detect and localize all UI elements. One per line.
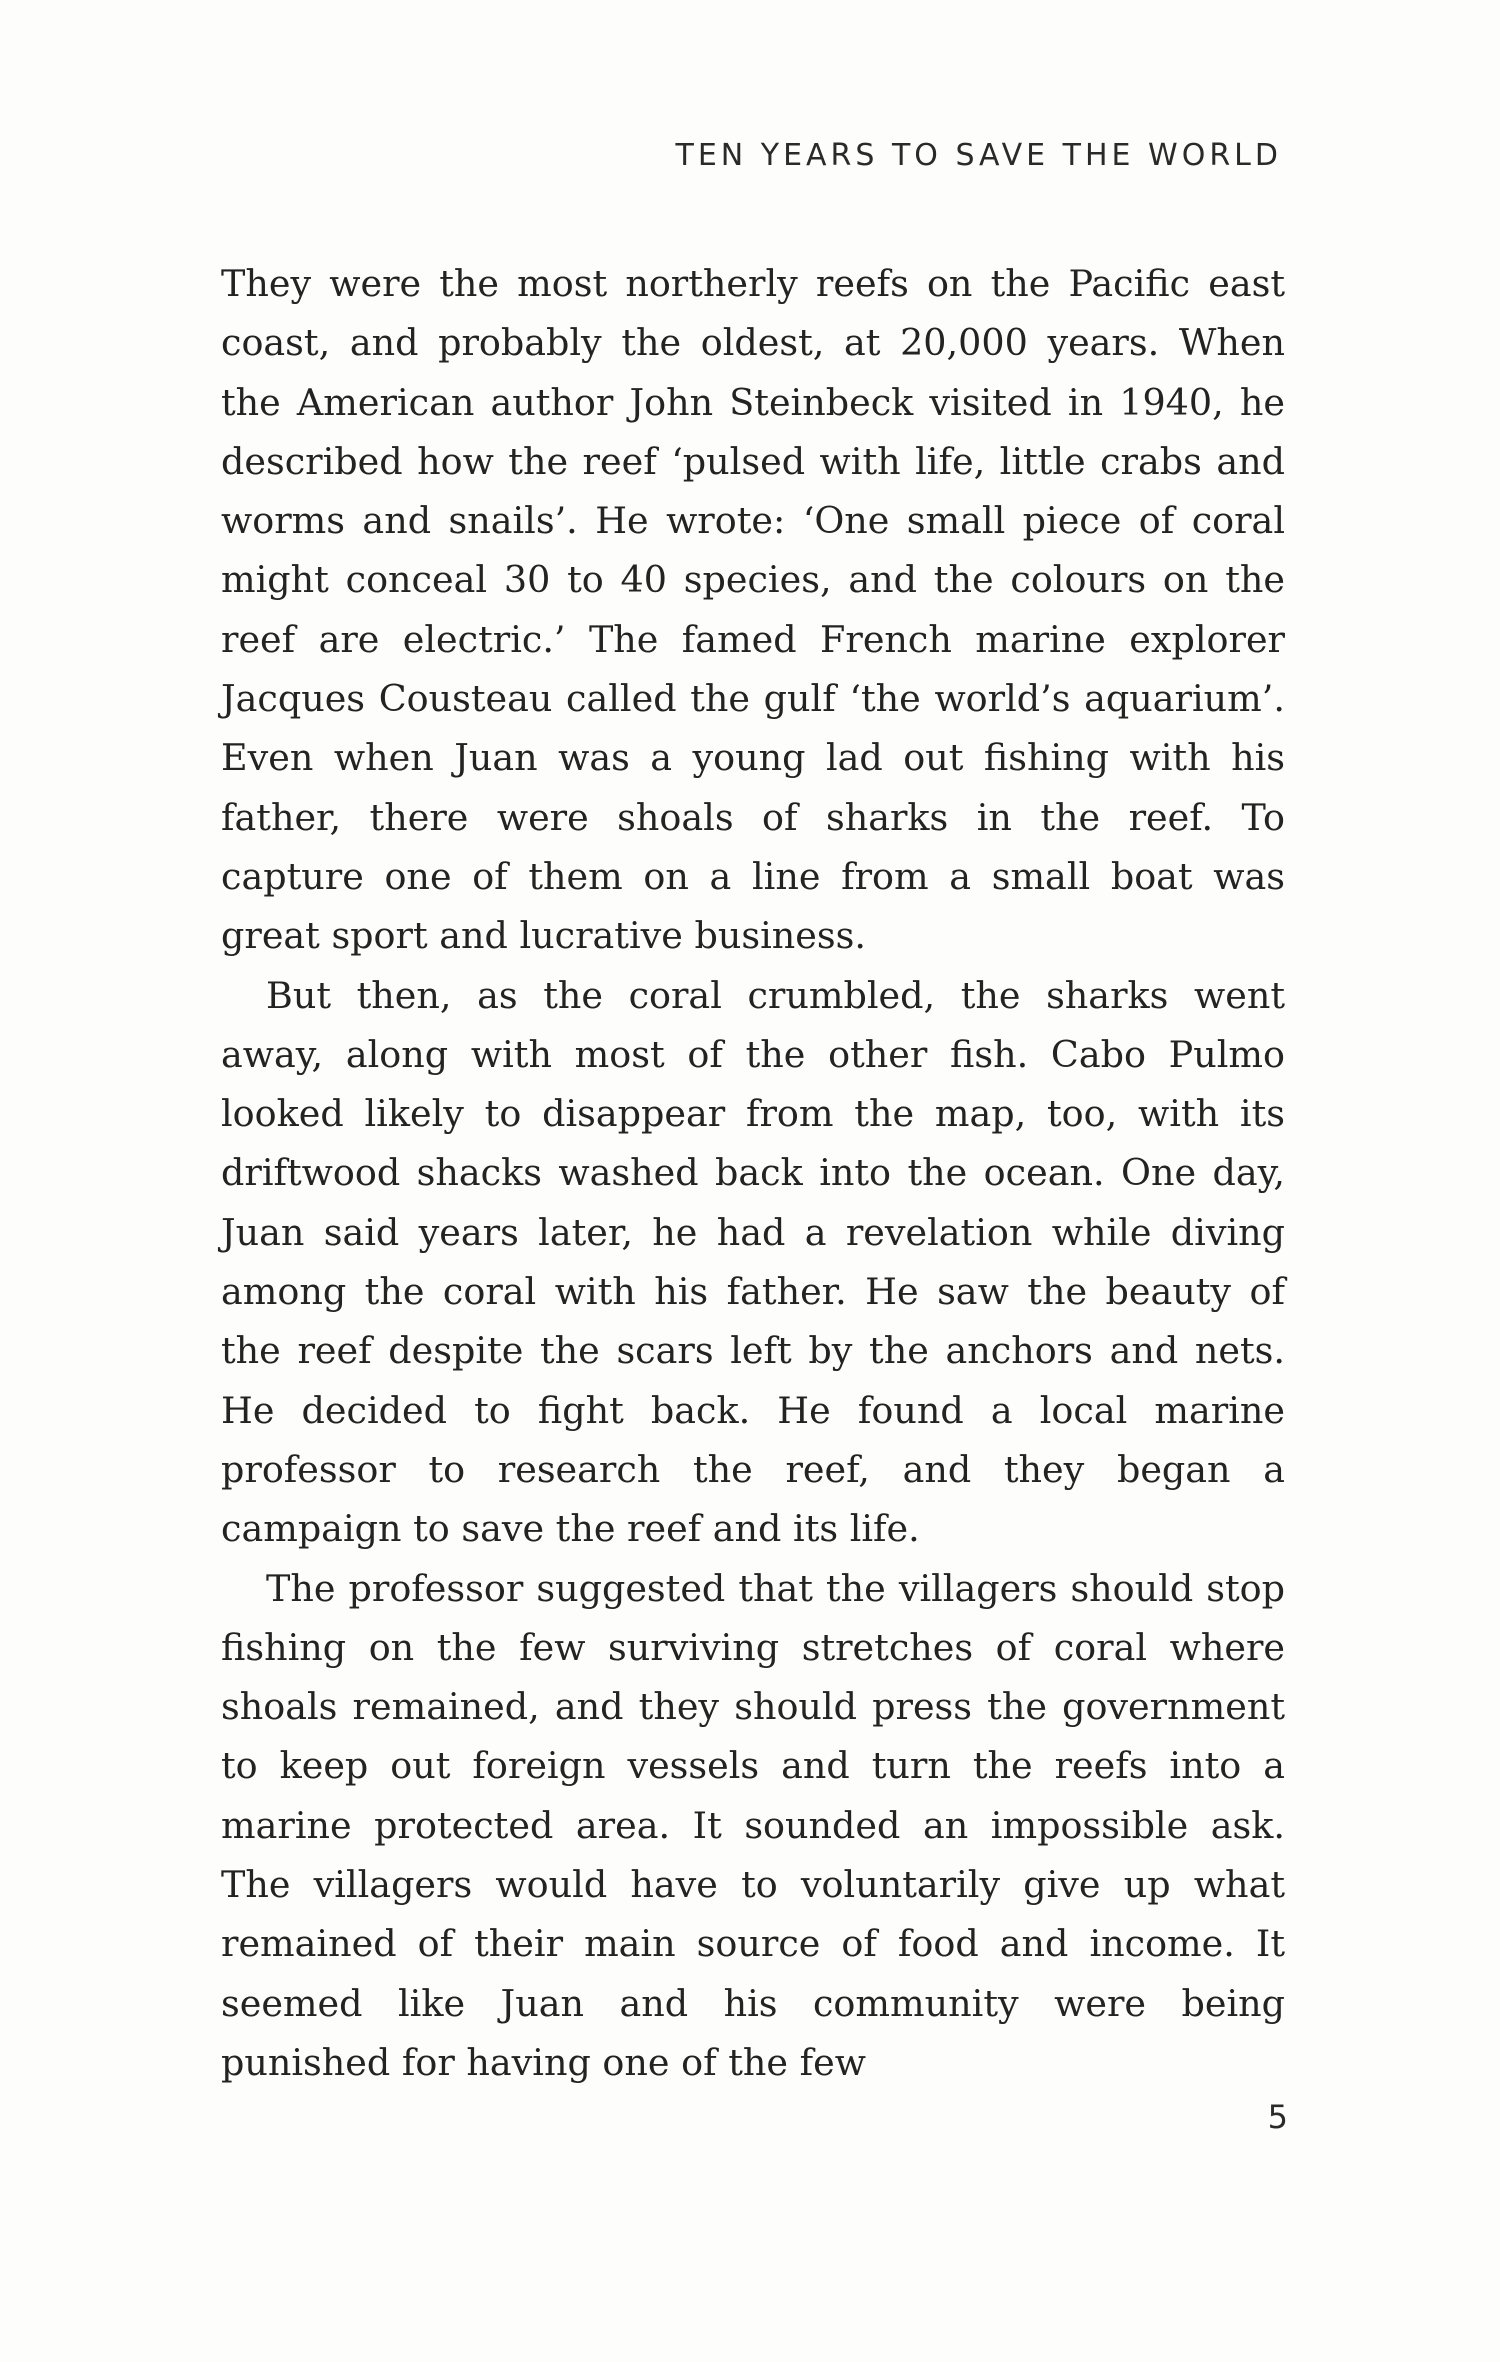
body-text [221, 254, 1285, 2092]
paragraph: They were the most northerly reefs on the Pacific east coast, and probably the oldest, at 20,000 years. When the American author John Steinbeck visited in 1940, he described how the reef ‘pulsed with life, little crabs and worms and snails’. He wrote: ‘One small piece of coral might conceal 30 to 40 species, and the colours on the reef are electric.’ The famed French marine explorer Jacques Cousteau called the gulf ‘the world’s aquarium’. Even when Juan was a young lad out fishing with his father, there were shoals of sharks in the reef. To capture one of them on a line from a small boat was great sport and lucrative business. [221, 262, 1285, 958]
paragraph: But then, as the coral crumbled, the sharks went away, along with most of the other fish. Cabo Pulmo looked likely to disappear from the map, too, with its driftwood shacks washed back into the ocean. One day, Juan said years later, he had a revelation while diving among the coral with his father. He saw the beauty of the reef despite the scars left by the anchors and nets. He decided to fight back. He found a local marine professor to research the reef, and they began a campaign to save the reef and its life. [221, 973, 1285, 1551]
running-head: TEN YEARS TO SAVE THE WORLD [675, 138, 1282, 173]
paragraph: The professor suggested that the villagers should stop fishing on the few surviving stretches of coral where shoals remained, and they should press the government to keep out foreign vessels and turn the reefs into a marine protected area. It sounded an impossible ask. The villagers would have to voluntarily give up what remained of their main source of food and income. It seemed like Juan and his community were being punished for having one of the few [221, 1566, 1285, 2084]
page-number: 5 [1267, 2098, 1288, 2136]
